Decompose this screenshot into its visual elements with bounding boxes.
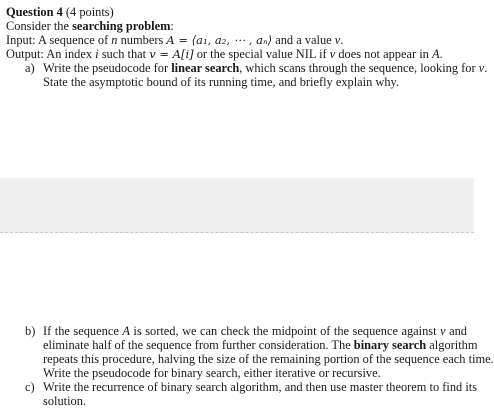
- a-l1-post: , which scans through the sequence, looking for: [239, 61, 479, 75]
- input-line: [6, 33, 343, 47]
- part-a-label: a): [25, 61, 35, 75]
- output-line: [6, 47, 443, 61]
- part-c-line-2: solution.: [43, 394, 87, 408]
- b-l2-post: algorithm: [426, 338, 478, 352]
- output-end: does not appear in: [335, 47, 432, 61]
- part-c-line-1: Write the recurrence of binary search algorithm, and then use master theorem to find its: [43, 380, 478, 394]
- part-b-line-3: repeats this procedure, halving the size of the remaining portion of the sequence each time.: [43, 352, 494, 366]
- b-l1-A: A: [122, 324, 130, 338]
- input-end: .: [340, 33, 344, 47]
- part-b-line-4: Write the pseudocode for binary search, either iterative or recursive.: [43, 366, 381, 380]
- b-l1-post: is sorted, we can check the midpoint of the sequence against: [129, 324, 441, 338]
- part-b-label: b): [25, 324, 36, 338]
- input-prefix: Input: A sequence of: [6, 33, 112, 47]
- a-l1-bold: linear search: [171, 61, 240, 75]
- output-math: v = A[i]: [149, 47, 194, 61]
- a-l1-end: .: [484, 61, 488, 75]
- input-suffix: and a value: [272, 33, 335, 47]
- b-l2-pre: eliminate half of the sequence from further consideration. The: [43, 338, 354, 352]
- output-v: v: [329, 47, 336, 61]
- intro-suffix: :: [170, 19, 174, 33]
- b-l1-v: v: [440, 324, 446, 338]
- answer-area-divider: [0, 178, 474, 233]
- intro-prefix: Consider the: [6, 19, 73, 33]
- question-heading: [6, 5, 114, 19]
- output-dot: .: [439, 47, 443, 61]
- b-l1-end: and: [445, 324, 467, 338]
- question-title: Question 4: [6, 5, 63, 19]
- a-l1-pre: Write the pseudocode for: [43, 61, 172, 75]
- input-v: v: [334, 33, 341, 47]
- output-i: i: [95, 47, 99, 61]
- input-math: A = ⟨a₁, a₂, ⋯ , aₙ⟩: [166, 33, 273, 47]
- part-c-label: c): [25, 380, 35, 394]
- input-mid: numbers: [117, 33, 167, 47]
- intro-line: [6, 19, 174, 33]
- part-a-line-1: [43, 61, 487, 75]
- output-A: A: [431, 47, 440, 61]
- intro-bold: searching problem: [72, 19, 171, 33]
- part-b-line-2: [43, 338, 478, 352]
- output-mid: such that: [98, 47, 150, 61]
- part-b-line-1: [43, 324, 467, 338]
- a-l1-v: v: [478, 61, 485, 75]
- question-points: (4 points): [62, 5, 114, 19]
- output-suffix: or the special value NIL if: [193, 47, 330, 61]
- part-a-line-2: State the asymptotic bound of its running time, and briefly explain why.: [43, 75, 400, 89]
- input-n: n: [111, 33, 118, 47]
- b-l1-pre: If the sequence: [43, 324, 123, 338]
- b-l2-bold: binary search: [353, 338, 427, 352]
- output-prefix: Output: An index: [6, 47, 96, 61]
